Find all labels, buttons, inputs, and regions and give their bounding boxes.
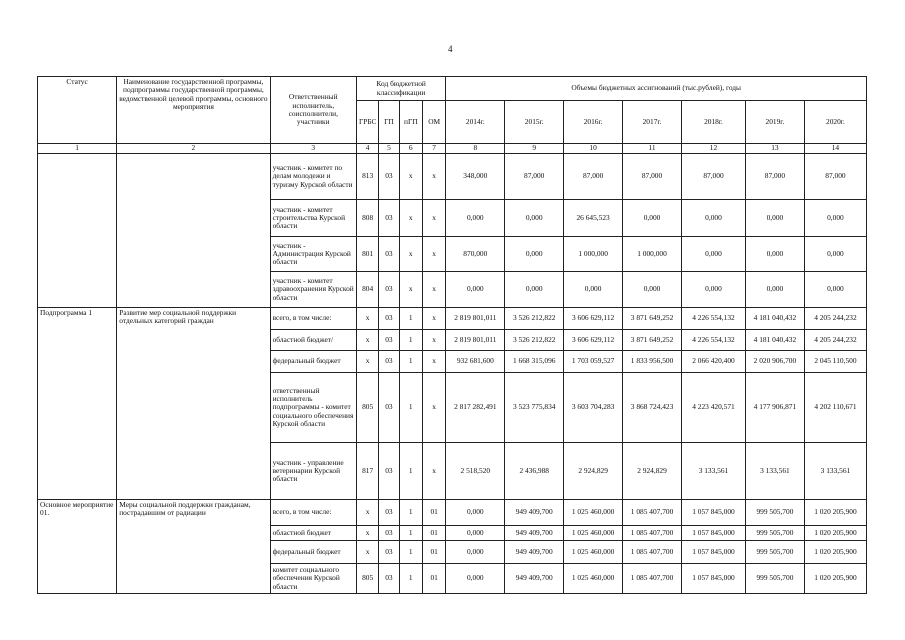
amount-cell: 1 025 460,000 [564,541,623,564]
amount-cell: 999 505,700 [745,564,804,594]
om-cell: 01 [422,500,445,526]
amount-cell: 3 606 629,112 [564,308,623,330]
om-cell: х [422,373,445,443]
om-cell: х [422,200,445,237]
gp-cell: 03 [379,373,399,443]
header-code-grbs: ГРБС [356,101,378,144]
pgp-cell: 1 [399,564,422,594]
amount-cell: 0,000 [446,272,505,308]
amount-cell: 26 645,523 [564,200,623,237]
amount-cell: 3 526 212,822 [505,330,564,351]
program-name-cell: Развитие мер социальной поддержки отдельных категорий граждан [117,308,270,500]
header-responsible: Ответственный исполнитель, соисполнители, участники [270,77,356,144]
program-name-cell: Меры социальной поддержки гражданам, пострадавшим от радиации [117,500,270,594]
header-year-2020: 2020г. [804,101,866,144]
amount-cell: 1 025 460,000 [564,500,623,526]
grbs-cell: 808 [356,200,378,237]
om-cell: 01 [422,526,445,541]
header-year-2018: 2018г. [681,101,745,144]
header-year-2019: 2019г. [745,101,804,144]
grbs-cell: х [356,330,378,351]
amount-cell: 0,000 [505,272,564,308]
amount-cell: 87,000 [745,154,804,200]
program-name-cell [117,154,270,308]
amount-cell: 1 085 407,700 [623,541,682,564]
column-number: 10 [564,144,623,154]
amount-cell: 0,000 [623,200,682,237]
amount-cell: 0,000 [505,237,564,272]
header-name: Наименование государственной программы, подпрограммы государственной программы, ведомственной целевой программы, основного мероприятия [117,77,270,144]
amount-cell: 0,000 [446,200,505,237]
gp-cell: 03 [379,330,399,351]
amount-cell: 2 518,520 [446,443,505,500]
amount-cell: 1 020 205,900 [804,541,866,564]
column-number: 12 [681,144,745,154]
amount-cell: 2 066 420,400 [681,351,745,373]
amount-cell: 2 924,829 [564,443,623,500]
column-number: 5 [379,144,399,154]
header-status: Статус [38,77,117,144]
amount-cell: 1 703 059,527 [564,351,623,373]
amount-cell: 2 020 906,700 [745,351,804,373]
grbs-cell: 805 [356,564,378,594]
om-cell: х [422,351,445,373]
amount-cell: 2 436,988 [505,443,564,500]
header-year-2015: 2015г. [505,101,564,144]
grbs-cell: х [356,541,378,564]
amount-cell: 0,000 [446,526,505,541]
gp-cell: 03 [379,526,399,541]
amount-cell: 1 057 845,000 [681,564,745,594]
gp-cell: 03 [379,541,399,564]
amount-cell: 999 505,700 [745,526,804,541]
amount-cell: 3 871 649,252 [623,308,682,330]
amount-cell: 0,000 [745,200,804,237]
gp-cell: 03 [379,200,399,237]
amount-cell: 87,000 [505,154,564,200]
om-cell: х [422,443,445,500]
grbs-cell: х [356,500,378,526]
pgp-cell: х [399,200,422,237]
responsible-cell: всего, в том числе: [270,308,356,330]
om-cell: х [422,308,445,330]
header-code-pgp: пГП [399,101,422,144]
responsible-cell: ответственный исполнитель подпрограммы - комитет социального обеспечения Курской области [270,373,356,443]
amount-cell: 1 057 845,000 [681,541,745,564]
amount-cell: 1 020 205,900 [804,500,866,526]
pgp-cell: 1 [399,330,422,351]
amount-cell: 87,000 [623,154,682,200]
column-number: 9 [505,144,564,154]
column-number: 2 [117,144,270,154]
amount-cell: 3 606 629,112 [564,330,623,351]
gp-cell: 03 [379,351,399,373]
amount-cell: 4 205 244,232 [804,330,866,351]
gp-cell: 03 [379,272,399,308]
pgp-cell: х [399,237,422,272]
grbs-cell: х [356,308,378,330]
responsible-cell: участник - комитет по делам молодежи и туризму Курской области [270,154,356,200]
column-number: 7 [422,144,445,154]
grbs-cell: 804 [356,272,378,308]
header-year-2014: 2014г. [446,101,505,144]
amount-cell: 0,000 [804,272,866,308]
amount-cell: 1 833 956,500 [623,351,682,373]
responsible-cell: участник - управление ветеринарии Курской области [270,443,356,500]
responsible-cell: областной бюджет [270,526,356,541]
amount-cell: 4 177 906,871 [745,373,804,443]
amount-cell: 3 526 212,822 [505,308,564,330]
page-number: 4 [448,44,453,54]
responsible-cell: федеральный бюджет [270,351,356,373]
status-cell [38,154,117,308]
amount-cell: 87,000 [804,154,866,200]
pgp-cell: х [399,272,422,308]
amount-cell: 87,000 [564,154,623,200]
gp-cell: 03 [379,237,399,272]
amount-cell: 0,000 [681,272,745,308]
responsible-cell: участник - комитет строительства Курской области [270,200,356,237]
amount-cell: 999 505,700 [745,500,804,526]
amount-cell: 1 020 205,900 [804,526,866,541]
amount-cell: 870,000 [446,237,505,272]
amount-cell: 949 409,700 [505,541,564,564]
amount-cell: 3 133,561 [745,443,804,500]
gp-cell: 03 [379,443,399,500]
header-year-2016: 2016г. [564,101,623,144]
column-number: 4 [356,144,378,154]
amount-cell: 4 181 040,432 [745,308,804,330]
amount-cell: 4 202 110,671 [804,373,866,443]
pgp-cell: 1 [399,373,422,443]
amount-cell: 3 133,561 [804,443,866,500]
header-code-gp: ГП [379,101,399,144]
amount-cell: 0,000 [623,272,682,308]
amount-cell: 1 000,000 [623,237,682,272]
budget-table [37,76,867,594]
column-number: 8 [446,144,505,154]
amount-cell: 4 205 244,232 [804,308,866,330]
grbs-cell: 817 [356,443,378,500]
grbs-cell: 805 [356,373,378,443]
amount-cell: 0,000 [745,272,804,308]
amount-cell: 1 057 845,000 [681,526,745,541]
amount-cell: 2 819 801,011 [446,308,505,330]
column-number: 3 [270,144,356,154]
pgp-cell: 1 [399,351,422,373]
amount-cell: 0,000 [446,500,505,526]
gp-cell: 03 [379,308,399,330]
amount-cell: 3 133,561 [681,443,745,500]
amount-cell: 0,000 [505,200,564,237]
responsible-cell: участник - комитет здравоохранения Курской области [270,272,356,308]
amount-cell: 932 681,600 [446,351,505,373]
amount-cell: 3 871 649,252 [623,330,682,351]
status-cell: Основное мероприятие 01. [38,500,117,594]
amount-cell: 0,000 [681,200,745,237]
amount-cell: 1 668 315,096 [505,351,564,373]
amount-cell: 3 523 775,834 [505,373,564,443]
column-number: 13 [745,144,804,154]
grbs-cell: 801 [356,237,378,272]
responsible-cell: участник - Администрация Курской области [270,237,356,272]
amount-cell: 1 085 407,700 [623,526,682,541]
amount-cell: 4 226 554,132 [681,330,745,351]
amount-cell: 1 025 460,000 [564,526,623,541]
amount-cell: 1 025 460,000 [564,564,623,594]
amount-cell: 348,000 [446,154,505,200]
om-cell: 01 [422,541,445,564]
table-row [38,500,867,526]
amount-cell: 0,000 [446,564,505,594]
responsible-cell: областной бюджет/ [270,330,356,351]
amount-cell: 4 226 554,132 [681,308,745,330]
om-cell: х [422,154,445,200]
pgp-cell: 1 [399,526,422,541]
pgp-cell: 1 [399,500,422,526]
column-number: 6 [399,144,422,154]
responsible-cell: комитет социального обеспечения Курской области [270,564,356,594]
amount-cell: 1 057 845,000 [681,500,745,526]
pgp-cell: 1 [399,308,422,330]
table-row [38,308,867,330]
grbs-cell: 813 [356,154,378,200]
grbs-cell: х [356,351,378,373]
pgp-cell: 1 [399,443,422,500]
amount-cell: 2 817 282,491 [446,373,505,443]
amount-cell: 949 409,700 [505,564,564,594]
amount-cell: 0,000 [564,272,623,308]
amount-cell: 1 020 205,900 [804,564,866,594]
amount-cell: 3 868 724,423 [623,373,682,443]
amount-cell: 4 181 040,432 [745,330,804,351]
header-code-group: Код бюджетной классификации [356,77,445,101]
column-number: 14 [804,144,866,154]
amount-cell: 1 085 407,700 [623,500,682,526]
amount-cell: 1 085 407,700 [623,564,682,594]
column-number-row [38,144,867,154]
grbs-cell: х [356,526,378,541]
amount-cell: 0,000 [804,200,866,237]
amount-cell: 0,000 [804,237,866,272]
amount-cell: 949 409,700 [505,526,564,541]
status-cell: Подпрограмма 1 [38,308,117,500]
amount-cell: 2 819 801,011 [446,330,505,351]
gp-cell: 03 [379,564,399,594]
om-cell: 01 [422,564,445,594]
responsible-cell: всего, в том числе: [270,500,356,526]
amount-cell: 949 409,700 [505,500,564,526]
amount-cell: 0,000 [446,541,505,564]
header-code-om: ОМ [422,101,445,144]
om-cell: х [422,237,445,272]
gp-cell: 03 [379,154,399,200]
amount-cell: 4 223 420,571 [681,373,745,443]
header-volumes-group: Объемы бюджетных ассигнований (тыс.рублей), годы [446,77,867,101]
amount-cell: 1 000,000 [564,237,623,272]
pgp-cell: х [399,154,422,200]
om-cell: х [422,272,445,308]
amount-cell: 0,000 [745,237,804,272]
gp-cell: 03 [379,500,399,526]
pgp-cell: 1 [399,541,422,564]
amount-cell: 2 924,829 [623,443,682,500]
table-row [38,154,867,200]
amount-cell: 2 045 110,500 [804,351,866,373]
responsible-cell: федеральный бюджет [270,541,356,564]
header-year-2017: 2017г. [623,101,682,144]
column-number: 1 [38,144,117,154]
amount-cell: 0,000 [681,237,745,272]
amount-cell: 999 505,700 [745,541,804,564]
column-number: 11 [623,144,682,154]
amount-cell: 3 603 704,283 [564,373,623,443]
om-cell: х [422,330,445,351]
amount-cell: 87,000 [681,154,745,200]
